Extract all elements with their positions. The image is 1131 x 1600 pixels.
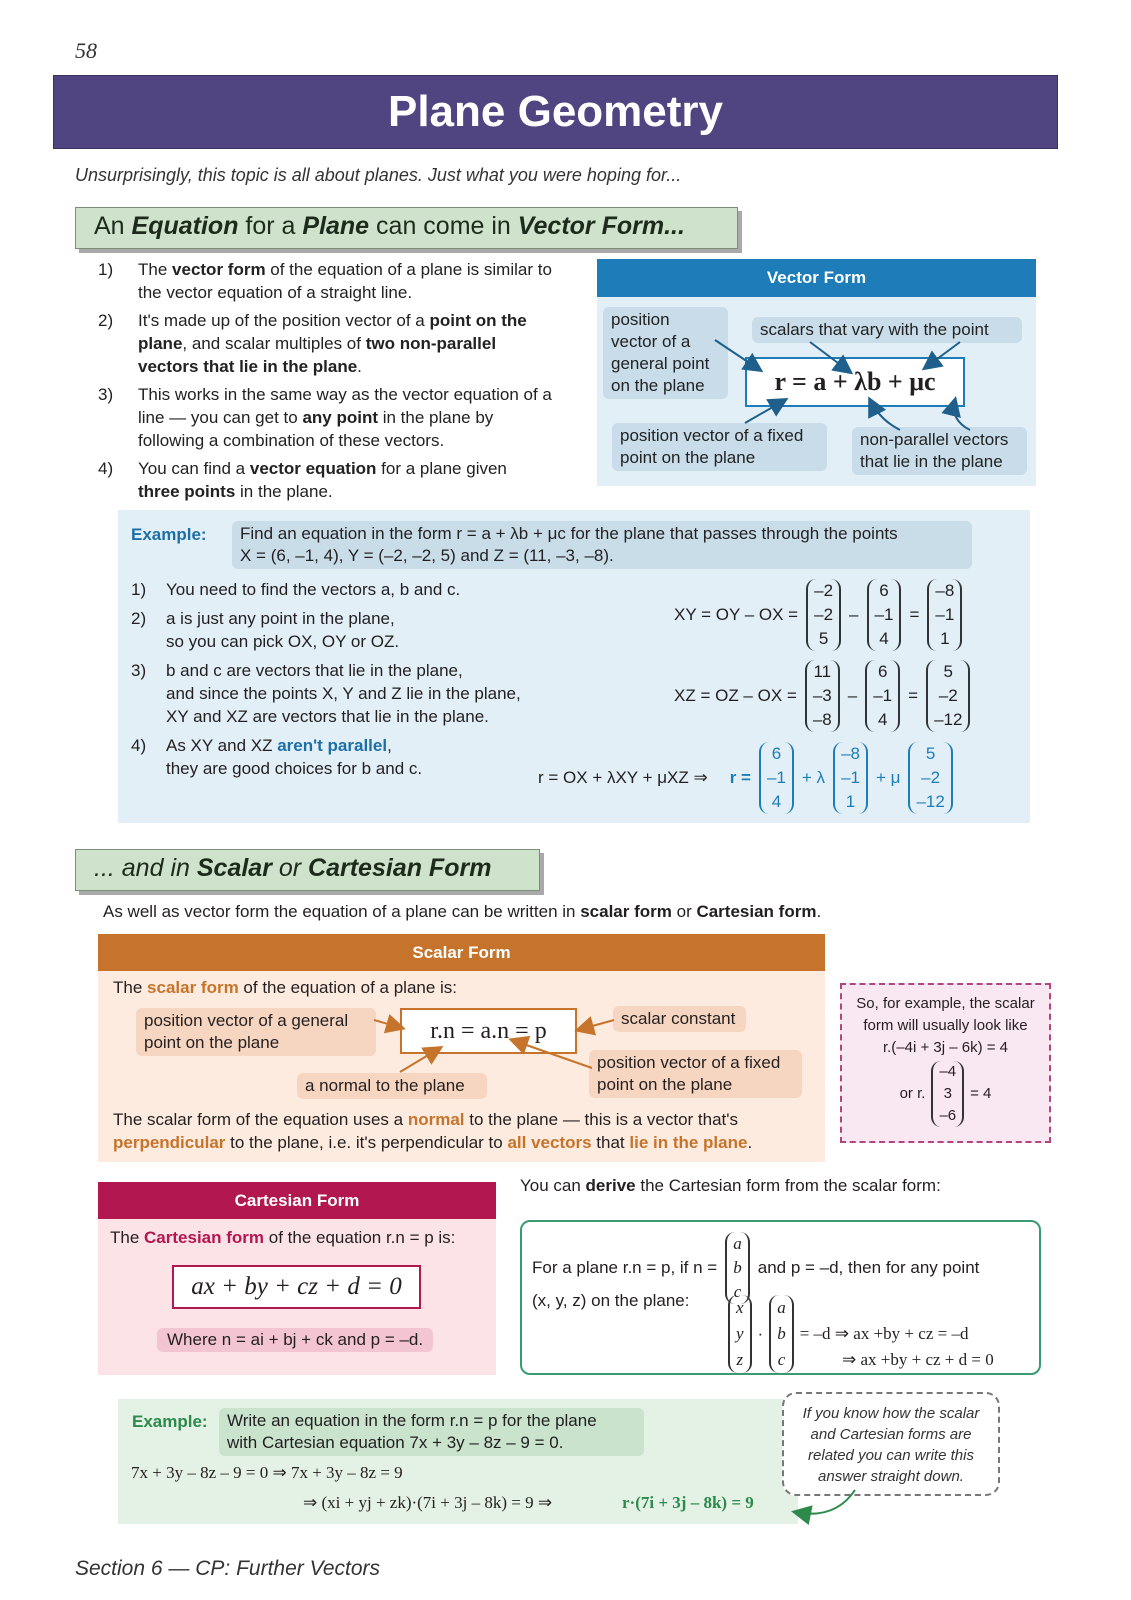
step-text: As XY and XZ (166, 736, 278, 755)
text-highlight: normal (407, 1110, 465, 1129)
matrix-entry: y (736, 1324, 744, 1343)
matrix-entry: 4 (771, 792, 782, 811)
item-bold: any point (302, 408, 378, 427)
matrix-entry: –8 (812, 710, 832, 729)
heading-text: for a (238, 212, 303, 240)
item-bold: vector form (172, 260, 266, 279)
cartesian-where: Where n = ai + bj + ck and p = –d. (157, 1328, 433, 1352)
matrix-entry: –1 (766, 768, 786, 787)
matrix (833, 742, 868, 814)
label-general-point: position vector of a general point on the plane (603, 307, 728, 399)
heading-bold: Vector Form... (517, 212, 685, 240)
matrix-entry: –8 (935, 581, 955, 600)
example-2-work-2: ⇒ (xi + yj + zk)·(7i + 3j – 8k) = 9 ⇒ (303, 1493, 553, 1512)
item-text: , and scalar multiples of (182, 334, 366, 353)
xy-lhs: XY = OY – OX = (674, 605, 799, 624)
matrix-entry: –1 (841, 768, 860, 787)
intro-text: . (816, 902, 822, 921)
step-text: You need to find the vectors a, b and c. (166, 580, 461, 599)
step (131, 578, 571, 601)
item-number: 4) (98, 459, 114, 478)
list-item (98, 258, 553, 304)
text-highlight: perpendicular (113, 1133, 226, 1152)
xz-lhs: XZ = OZ – OX = (674, 686, 797, 705)
vector-equation-result (538, 742, 953, 814)
matrix-entry: –2 (814, 605, 834, 624)
matrix-entry: –6 (939, 1107, 957, 1124)
operator: – (849, 605, 859, 624)
matrix-entry: –4 (939, 1063, 957, 1080)
item-text: . (357, 357, 362, 376)
matrix-entry: x (736, 1298, 744, 1317)
page-title: Plane Geometry (53, 75, 1058, 149)
heading-bold: Scalar (196, 854, 272, 882)
matrix-entry: 5 (925, 744, 936, 763)
matrix-entry: b (777, 1324, 786, 1343)
matrix (759, 742, 794, 814)
tip-line: If you know how the scalar (802, 1405, 980, 1422)
operator: = (909, 605, 920, 624)
step-text: a is just any point in the plane, (166, 609, 395, 628)
item-bold: point on the plane (138, 311, 527, 353)
intro-bold: scalar form (580, 902, 672, 921)
label-fixed-point: position vector of a fixed point on the plane (612, 423, 827, 471)
scalar-form-explanation (113, 1108, 813, 1154)
matrix-entry: 3 (943, 1085, 952, 1102)
text-bold: derive (585, 1176, 636, 1195)
matrix (725, 1232, 750, 1304)
section-heading-scalar-form (75, 849, 540, 891)
text: to the plane — this is a vector that's (464, 1110, 739, 1129)
matrix (728, 1295, 752, 1373)
text-highlight: lie in the plane (629, 1133, 748, 1152)
matrix-entry: 6 (879, 581, 889, 600)
item-bold: two non-parallel vectors that lie in the plane (138, 334, 497, 376)
label-normal: a normal to the plane (297, 1073, 487, 1099)
note-text: = 4 (970, 1085, 992, 1102)
heading-text: or (271, 854, 309, 882)
example-1-question (232, 521, 972, 569)
example-2-answer: r·(7i + 3j – 8k) = 9 (622, 1493, 754, 1512)
intro-bold: Cartesian form (696, 902, 817, 921)
matrix (806, 579, 841, 651)
step-number: 1) (131, 580, 147, 599)
heading-text: can come in (369, 212, 518, 240)
operator: – (847, 686, 858, 705)
matrix-entry: –8 (841, 744, 860, 763)
intro-highlight: Cartesian form (144, 1228, 265, 1247)
scalar-equation: r.n = a.n = p (400, 1008, 577, 1054)
item-text: in the plane by following a combination of these vectors. (138, 408, 494, 450)
intro-text: of the equation of a plane is: (238, 978, 458, 997)
item-number: 1) (98, 260, 114, 279)
item-number: 3) (98, 385, 114, 404)
intro-text: As well as vector form the equation of a plane can be written in (103, 902, 581, 921)
question-line: Write an equation in the form r.n = p for the plane (227, 1411, 597, 1430)
matrix (865, 660, 900, 732)
intro-text: or (671, 902, 697, 921)
matrix-entry: –2 (938, 686, 958, 705)
operator: + μ (875, 768, 901, 787)
text-highlight: all vectors (507, 1133, 592, 1152)
step-text: they are good choices for b and c. (166, 759, 423, 778)
example-1-label: Example: (131, 525, 207, 544)
list-item (98, 309, 553, 378)
text: that (591, 1133, 630, 1152)
matrix-entry: c (733, 1282, 742, 1301)
matrix-entry: b (733, 1258, 742, 1277)
question-line: with Cartesian equation 7x + 3y – 8z – 9 = 0. (227, 1433, 564, 1452)
label-scalar-constant: scalar constant (613, 1006, 746, 1032)
matrix-entry: 5 (818, 629, 829, 648)
matrix-entry: 4 (877, 710, 888, 729)
step-highlight: aren't parallel (277, 736, 388, 755)
item-text: This works in the same way as the vector equation of a line — you can get to (138, 385, 552, 427)
note-text: or r. (899, 1085, 926, 1102)
note-line: r.(–4i + 3j – 6k) = 4 (882, 1039, 1009, 1056)
section-footer: Section 6 — CP: Further Vectors (75, 1557, 381, 1580)
cartesian-equation: ax + by + cz + d = 0 (172, 1265, 421, 1309)
example-2-work-1: 7x + 3y – 8z – 9 = 0 ⇒ 7x + 3y – 8z = 9 (131, 1463, 403, 1482)
matrix-entry: –1 (873, 686, 893, 705)
matrix-entry: 6 (877, 662, 888, 681)
dot-operator: · (757, 1324, 764, 1343)
note-line: So, for example, the scalar (856, 995, 1035, 1012)
heading-bold: Cartesian Form (308, 854, 492, 882)
item-text: of the equation of a plane is similar to the vector equation of a straight line. (138, 260, 552, 302)
step-text: and since the points X, Y and Z lie in the plane, (166, 684, 521, 703)
operator: + λ (801, 768, 826, 787)
matrix-entry: 1 (940, 629, 950, 648)
tip-line: answer straight down. (818, 1468, 964, 1485)
matrix-entry: 6 (771, 744, 782, 763)
item-bold: vector equation (249, 459, 377, 478)
operator: = (908, 686, 919, 705)
text: The scalar form of the equation uses a (113, 1110, 408, 1129)
intro-text: The (113, 978, 148, 997)
note-matrix-row (842, 1061, 1049, 1127)
step-text: so you can pick OX, OY or OZ. (166, 632, 400, 651)
final-r: r = (729, 768, 751, 787)
step-text: , (387, 736, 392, 755)
matrix (927, 579, 962, 651)
item-text: for a plane given (376, 459, 507, 478)
example-2-label: Example: (132, 1412, 208, 1431)
tip-line: and Cartesian forms are (810, 1426, 972, 1443)
derive-result: = –d ⇒ ax +by + cz = –d (799, 1324, 969, 1343)
matrix-entry: –1 (874, 605, 894, 624)
question-line: Find an equation in the form r = a + λb + μc for the plane that passes through the points (240, 524, 898, 543)
derive-line-2: (x, y, z) on the plane: (532, 1291, 690, 1310)
matrix-entry: a (777, 1298, 786, 1317)
step-number: 4) (131, 736, 147, 755)
final-lhs: r = OX + λXY + μXZ ⇒ (538, 768, 708, 787)
section-2-intro (103, 902, 821, 922)
list-item (98, 457, 553, 503)
step (131, 607, 571, 653)
scalar-example-note (840, 983, 1051, 1143)
label-non-parallel: non-parallel vectors that lie in the plane (852, 427, 1027, 475)
intro-text: of the equation r.n = p is: (264, 1228, 456, 1247)
item-number: 2) (98, 311, 114, 330)
derive-result-2: ⇒ ax +by + cz + d = 0 (842, 1350, 994, 1369)
xz-calculation (674, 660, 970, 732)
matrix (926, 660, 970, 732)
matrix-entry: 11 (813, 662, 832, 681)
matrix-entry: –2 (921, 768, 941, 787)
text: For a plane r.n = p, if n = (532, 1258, 718, 1277)
step (131, 734, 571, 780)
label-fixed-point: position vector of a fixed point on the plane (589, 1050, 802, 1098)
heading-bold: Equation (131, 212, 239, 240)
question-line: X = (6, –1, 4), Y = (–2, –2, 5) and Z = (11, –3, –8). (240, 546, 614, 565)
vector-form-heading: Vector Form (597, 259, 1036, 297)
text: the Cartesian form from the scalar form: (635, 1176, 941, 1195)
cartesian-form-heading: Cartesian Form (98, 1182, 496, 1219)
matrix (931, 1061, 964, 1127)
text: to the plane, i.e. it's perpendicular to (225, 1133, 508, 1152)
label-scalars: scalars that vary with the point (752, 317, 1022, 343)
matrix-entry: 4 (879, 629, 889, 648)
text: . (747, 1133, 753, 1152)
step-text: XY and XZ are vectors that lie in the plane. (166, 707, 489, 726)
text: and p = –d, then for any point (757, 1258, 980, 1277)
item-bold: three points (138, 482, 236, 501)
step-number: 3) (131, 661, 147, 680)
note-line: form will usually look like (863, 1017, 1028, 1034)
matrix-entry: z (736, 1350, 744, 1369)
matrix-entry: 1 (845, 792, 856, 811)
example-2-question (219, 1408, 644, 1456)
matrix-entry: a (733, 1234, 742, 1253)
tip-line: related you can write this (808, 1447, 974, 1464)
heading-text: An (94, 212, 132, 240)
derive-heading (520, 1176, 941, 1196)
example-1-steps (131, 578, 571, 780)
matrix-entry: –12 (934, 710, 963, 729)
heading-text: ... and in (94, 854, 197, 882)
matrix-entry: –2 (814, 581, 834, 600)
vector-form-points (98, 258, 553, 508)
intro-highlight: scalar form (147, 978, 239, 997)
cartesian-form-intro (110, 1228, 455, 1248)
list-item (98, 383, 553, 452)
item-text: It's made up of the position vector of a (138, 311, 430, 330)
tip-bubble (782, 1392, 1000, 1496)
vector-equation: r = a + λb + μc (745, 357, 965, 407)
step (131, 659, 571, 728)
matrix-entry: –1 (935, 605, 955, 624)
label-general-point: position vector of a general point on the plane (136, 1008, 376, 1056)
matrix (908, 742, 952, 814)
matrix-entry: –12 (916, 792, 945, 811)
matrix-entry: 5 (943, 662, 953, 681)
scalar-form-heading: Scalar Form (98, 934, 825, 971)
item-text: The (138, 260, 173, 279)
matrix-entry: c (777, 1350, 786, 1369)
xy-calculation (674, 579, 962, 651)
page-number: 58 (75, 38, 97, 63)
step-number: 2) (131, 609, 147, 628)
matrix-entry: –3 (812, 686, 832, 705)
intro-text: The (110, 1228, 145, 1247)
section-heading-vector-form (75, 207, 738, 249)
scalar-form-intro (113, 978, 457, 998)
item-text: You can find a (138, 459, 250, 478)
text: You can (520, 1176, 586, 1195)
step-text: b and c are vectors that lie in the plane, (166, 661, 463, 680)
item-text: in the plane. (235, 482, 333, 501)
matrix (805, 660, 840, 732)
matrix (769, 1295, 794, 1373)
matrix (867, 579, 902, 651)
heading-bold: Plane (302, 212, 370, 240)
intro-text: Unsurprisingly, this topic is all about planes. Just what you were hoping for... (75, 165, 682, 185)
